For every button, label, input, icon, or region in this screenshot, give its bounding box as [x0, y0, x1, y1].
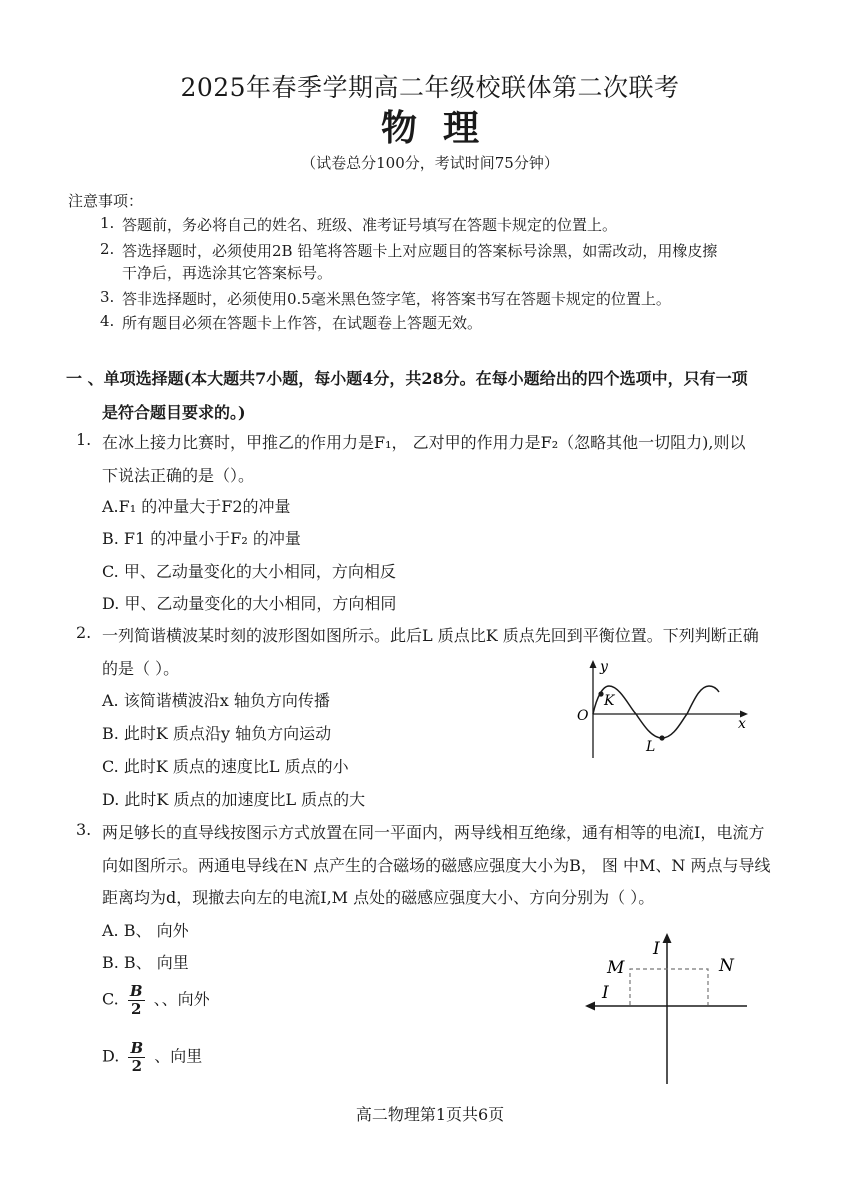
- point-l: [659, 735, 664, 740]
- q2-stem-cont: 的是（ ）。: [102, 659, 180, 678]
- q1-option-d: D. 甲、乙动量变化的大小相同，方向相同: [102, 594, 397, 613]
- fraction-denominator: 2: [131, 1056, 142, 1075]
- q2-option-a: A. 该简谐横波沿x 轴负方向传播: [102, 691, 330, 710]
- q1-stem-cont: 下说法正确的是（）。: [102, 466, 255, 485]
- point-m-label: M: [607, 958, 625, 978]
- up-arrow: [663, 933, 672, 943]
- y-label: y: [600, 659, 608, 675]
- q1-stem: 在冰上接力比赛时，甲推乙的作用力是F₁， 乙对甲的作用力是F₂（忽略其他一切阻力),则以: [102, 433, 746, 452]
- q3-option-c-letter: C.: [102, 989, 119, 1009]
- q3-option-d-text: 、向里: [154, 1046, 203, 1066]
- notice-item-3-num: 3.: [100, 288, 115, 306]
- notice-item-4: 所有题目必须在答题卡上作答，在试题卷上答题无效。: [122, 314, 483, 332]
- score-time-note: （试卷总分100分，考试时间75分钟）: [301, 154, 559, 172]
- q3-option-a: A. B、 向外: [102, 921, 189, 940]
- section-heading: 一 、单项选择题(本大题共7小题，每小题4分，共28分。在每小题给出的四个选项中，只有一项: [66, 369, 748, 388]
- fraction-b-over-2: [128, 1040, 145, 1074]
- q2-option-d: D. 此时K 质点的加速度比L 质点的大: [102, 790, 366, 809]
- subject-title: 物理: [380, 107, 505, 149]
- q1-option-b: B. F1 的冲量小于F₂ 的冲量: [102, 529, 301, 548]
- q2-stem: 一列简谐横波某时刻的波形图如图所示。此后L 质点比K 质点先回到平衡位置。下列判断正确: [102, 626, 759, 645]
- q3-option-c: [102, 983, 210, 1017]
- point-k: [598, 691, 603, 696]
- notice-item-1: 答题前，务必将自己的姓名、班级、准考证号填写在答题卡规定的位置上。: [122, 216, 618, 234]
- section-heading-cont: 是符合题目要求的。): [102, 403, 246, 422]
- q3-stem-cont-2: 距离均为d，现撤去向左的电流I,M 点处的磁感应强度大小、方向分别为（ ）。: [102, 888, 655, 907]
- q3-option-c-text: 、、向外: [153, 989, 210, 1009]
- point-n-label: N: [719, 956, 734, 976]
- left-arrow: [585, 1002, 595, 1011]
- q3-stem-cont-1: 向如图所示。两通电导线在N 点产生的合磁场的磁感应强度大小为B， 图 中M、N 两点与导线: [102, 856, 771, 875]
- y-axis-arrow: [590, 660, 597, 668]
- q2-option-c: C. 此时K 质点的速度比L 质点的小: [102, 757, 349, 776]
- current-figure: [580, 928, 750, 1088]
- k-label: K: [604, 693, 615, 709]
- q3-option-d-letter: D.: [102, 1046, 120, 1066]
- fraction-denominator: 2: [130, 999, 142, 1018]
- q2-number: 2.: [76, 623, 92, 642]
- q3-stem: 两足够长的直导线按图示方式放置在同一平面内，两导线相互绝缘，通有相等的电流I，电流方: [102, 823, 765, 842]
- notice-item-2-cont: 干净后，再选涂其它答案标号。: [122, 264, 333, 282]
- x-label: x: [738, 716, 746, 732]
- notice-heading: 注意事项：: [68, 192, 144, 210]
- l-label: L: [646, 739, 656, 755]
- fraction-numerator: B: [129, 982, 143, 1000]
- wave-figure: [570, 658, 760, 760]
- notice-item-3: 答非选择题时，必须使用0.5毫米黑色签字笔，将答案书写在答题卡规定的位置上。: [122, 290, 671, 308]
- notice-item-2-num: 2.: [100, 240, 115, 258]
- notice-item-4-num: 4.: [100, 312, 115, 330]
- q1-option-a: A.F₁ 的冲量大于F2的冲量: [102, 497, 291, 516]
- fraction-b-over-2: [128, 983, 145, 1017]
- dashed-guide: [630, 969, 708, 1005]
- q3-option-d: [102, 1040, 202, 1074]
- fraction-numerator: B: [130, 1039, 144, 1057]
- exam-title: 2025年春季学期高二年级校联体第二次联考: [180, 73, 680, 102]
- notice-item-2: 答选择题时，必须使用2B 铅笔将答题卡上对应题目的答案标号涂黑，如需改动，用橡皮擦: [122, 242, 718, 260]
- q1-option-c: C. 甲、乙动量变化的大小相同，方向相反: [102, 562, 396, 581]
- q2-option-b: B. 此时K 质点沿y 轴负方向运动: [102, 724, 332, 743]
- q3-number: 3.: [76, 820, 92, 839]
- origin-label: O: [577, 708, 589, 724]
- page-footer: 高二物理第1页共6页: [355, 1105, 505, 1124]
- current-label-left: I: [602, 983, 609, 1003]
- q1-number: 1.: [76, 430, 92, 449]
- notice-item-1-num: 1.: [100, 214, 115, 232]
- current-label-up: I: [653, 939, 660, 959]
- q3-option-b: B. B、 向里: [102, 953, 189, 972]
